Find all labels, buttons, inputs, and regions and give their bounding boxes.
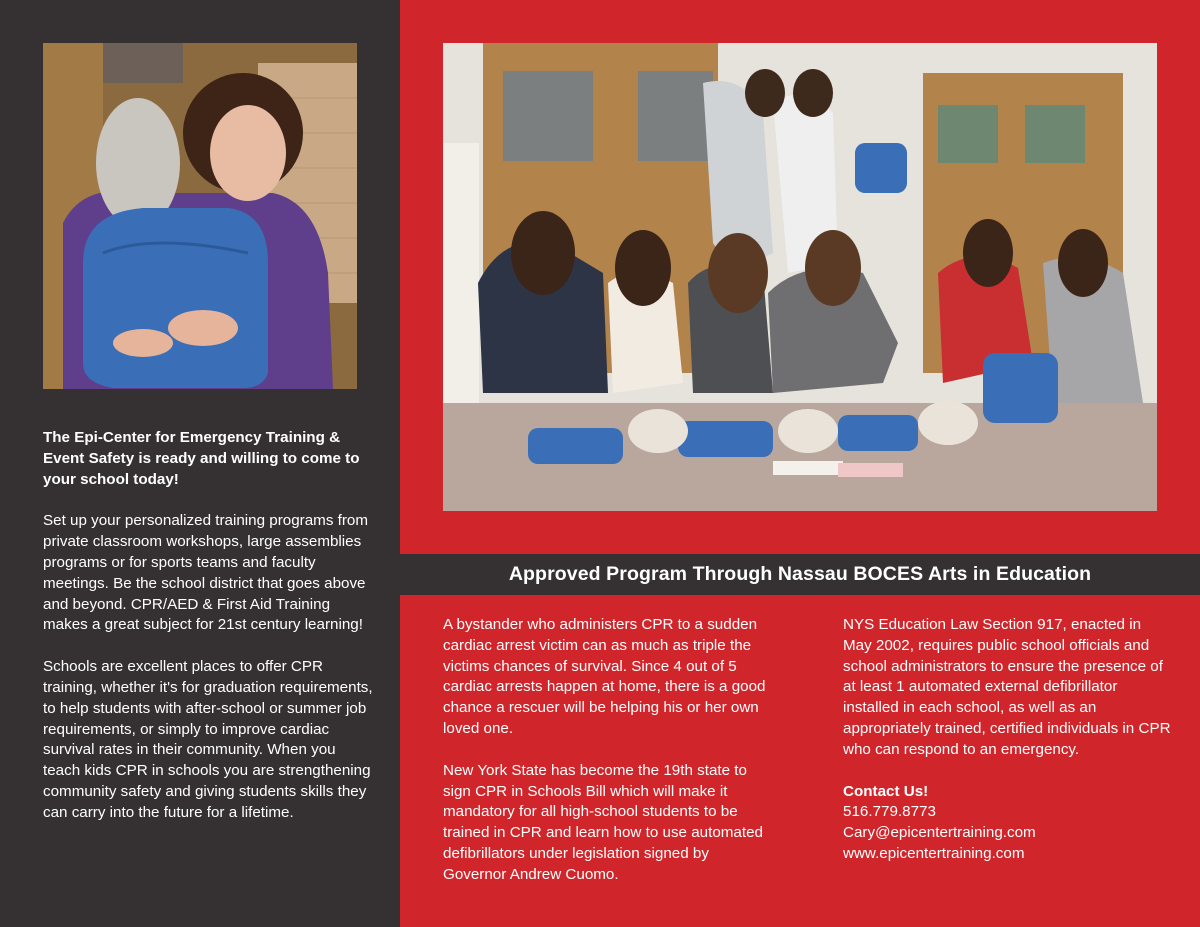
contact-phone[interactable]: 516.779.8773 <box>843 803 936 821</box>
lead-paragraph: The Epi-Center for Emergency Training & Event Safety is ready and willing to come to your school today! <box>43 429 360 488</box>
left-panel <box>0 0 400 927</box>
info-column-left <box>443 615 773 907</box>
student-manikin-photo <box>43 43 357 389</box>
contact-block <box>843 782 1173 865</box>
nys-law-paragraph: New York State has become the 19th state to sign CPR in Schools Bill which will make it mandatory for all high-school students to be trained in CPR and learn how to use automated defibrillators under legislation signed by Governor Andrew Cuomo. <box>443 761 763 883</box>
program-banner <box>400 554 1200 595</box>
contact-email[interactable]: Cary@epicentertraining.com <box>843 824 1036 842</box>
programs-paragraph: Set up your personalized training programs from private classroom workshops, large assemblies programs or for sports teams and faculty meetings. Be the school district that goes above and beyond. CPR/AED & First Aid Training makes a great subject for 21st century learning! <box>43 512 369 634</box>
contact-website[interactable]: www.epicentertraining.com <box>843 844 1025 862</box>
education-law-paragraph: NYS Education Law Section 917, enacted in May 2002, requires public school officials and school administrators to ensure the presence of at least 1 automated external defibrillator installed in each school, as well as an appropriately trained, certified individuals in CPR who can respond to an emergency. <box>843 616 1171 758</box>
banner-title: Approved Program Through Nassau BOCES Arts in Education <box>508 563 1092 585</box>
group-photo <box>443 43 1157 511</box>
left-text <box>43 428 373 845</box>
info-column-right <box>843 615 1173 865</box>
bystander-paragraph: A bystander who administers CPR to a sudden cardiac arrest victim can as much as triple the victims chances of survival. Since 4 out of 5 cardiac arrests happen at home, there is a good chance a rescuer will be helping his or her own loved one. <box>443 616 766 737</box>
contact-title: Contact Us! <box>843 782 929 800</box>
right-panel <box>400 0 1200 927</box>
schools-paragraph: Schools are excellent places to offer CPR training, whether it's for graduation requirements, to help students with after-school or summer job requirements, or simply to improve cardiac survival rates in their community. When you teach kids CPR in schools you are strengthening community safety and giving students skills they can carry into the future for a lifetime. <box>43 658 373 821</box>
